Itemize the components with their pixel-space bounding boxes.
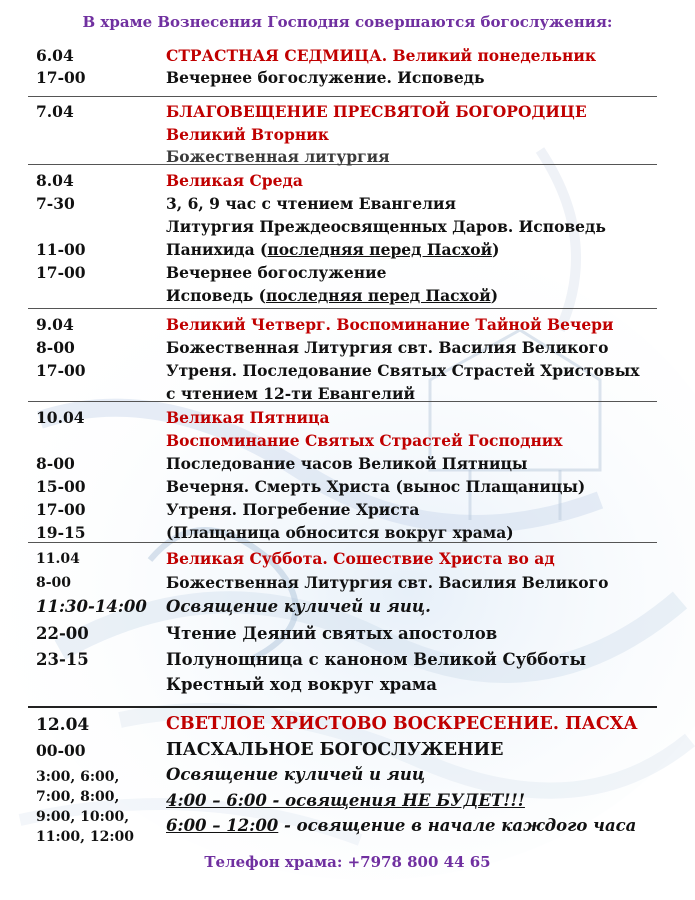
text-part: Панихида (	[166, 240, 268, 259]
service-name: Освящение куличей и яиц	[166, 765, 426, 784]
service-time: 23-15	[36, 650, 89, 669]
service-name: Крестный ход вокруг храма	[166, 675, 437, 694]
underlined-note: 6:00 – 12:00	[166, 816, 279, 835]
service-name: Божественная литургия	[166, 147, 390, 166]
text-part: )	[492, 240, 500, 259]
underlined-note: последняя перед Пасхой	[265, 286, 491, 305]
service-name	[166, 285, 498, 307]
text-part: Исповедь (	[166, 286, 266, 305]
service-name: (Плащаница обносится вокруг храма)	[166, 523, 514, 542]
service-time: 7:00, 8:00,	[36, 789, 120, 805]
day-title: Великая Пятница	[166, 408, 330, 427]
service-time: 8-00	[36, 454, 75, 473]
service-name: Полунощница с каноном Великой Субботы	[166, 650, 586, 669]
text-part: )	[490, 286, 499, 305]
schedule-title: В храме Вознесения Господня совершаются богослужения:	[82, 13, 613, 31]
service-time: 8-00	[36, 338, 75, 357]
service-time: 11:30-14:00	[36, 597, 147, 616]
service-name: Великий Вторник	[166, 125, 329, 144]
service-name: Освящение куличей и яиц.	[166, 597, 431, 616]
day-date: 12.04	[36, 715, 90, 735]
day-date: 11.04	[36, 551, 80, 567]
service-time: 00-00	[36, 741, 86, 760]
service-name: Вечернее богослужение	[166, 263, 387, 282]
service-time: 17-00	[36, 361, 86, 380]
service-time: 7-30	[36, 194, 75, 213]
day-title: Великая Суббота. Сошествие Христа во ад	[166, 549, 555, 568]
day-title: БЛАГОВЕЩЕНИЕ ПРЕСВЯТОЙ БОГОРОДИЦЕ	[166, 102, 587, 121]
service-name: 3, 6, 9 час с чтением Евангелия	[166, 194, 456, 213]
day-title: Великий Четверг. Воспоминание Тайной Вечери	[166, 315, 614, 334]
service-time: 11:00, 12:00	[36, 829, 135, 845]
day-date: 8.04	[36, 171, 74, 190]
day-title: СТРАСТНАЯ СЕДМИЦА. Великий понедельник	[166, 46, 597, 65]
service-time: 11-00	[36, 240, 86, 259]
underlined-note: последняя перед Пасхой	[267, 240, 493, 259]
service-name: с чтением 12-ти Евангелий	[166, 384, 415, 403]
section-divider	[28, 308, 657, 309]
service-name: Литургия Преждеосвященных Даров. Исповедь	[166, 217, 606, 236]
section-divider	[28, 706, 657, 708]
service-time: 22-00	[36, 624, 89, 643]
service-name: Вечернее богослужение. Исповедь	[166, 68, 485, 87]
day-title: Великая Среда	[166, 171, 303, 190]
service-name: Чтение Деяний святых апостолов	[166, 624, 498, 643]
service-name	[166, 239, 499, 261]
day-title: СВЕТЛОЕ ХРИСТОВО ВОСКРЕСЕНИЕ. ПАСХА	[166, 714, 638, 734]
day-date: 6.04	[36, 46, 74, 65]
service-name: Божественная Литургия свт. Василия Великого	[166, 573, 609, 592]
service-time: 17-00	[36, 68, 86, 87]
section-divider	[28, 96, 657, 97]
service-time: 3:00, 6:00,	[36, 769, 120, 785]
service-name: Утреня. Погребение Христа	[166, 500, 420, 519]
service-time: 17-00	[36, 500, 86, 519]
service-time: 19-15	[36, 523, 86, 542]
service-name: ПАСХАЛЬНОЕ БОГОСЛУЖЕНИЕ	[166, 740, 504, 760]
text-part: - освящение в начале каждого часа	[278, 816, 637, 835]
service-name: Вечерня. Смерть Христа (вынос Плащаницы)	[166, 477, 586, 496]
service-name: Утреня. Последование Святых Страстей Христовых	[166, 361, 640, 380]
day-date: 9.04	[36, 315, 74, 334]
service-name	[166, 815, 636, 837]
service-name: Последование часов Великой Пятницы	[166, 454, 528, 473]
service-time: 8-00	[36, 575, 72, 591]
day-date: 10.04	[36, 408, 85, 427]
service-time: 15-00	[36, 477, 86, 496]
phone-footer: Телефон храма: +7978 800 44 65	[204, 853, 491, 871]
service-name: Воспоминание Святых Страстей Господних	[166, 431, 563, 450]
service-time: 17-00	[36, 263, 86, 282]
service-time: 9:00, 10:00,	[36, 809, 130, 825]
service-name: 4:00 – 6:00 - освящения НЕ БУДЕТ!!!	[166, 791, 525, 810]
service-name: Божественная Литургия свт. Василия Великого	[166, 338, 609, 357]
day-date: 7.04	[36, 102, 74, 121]
